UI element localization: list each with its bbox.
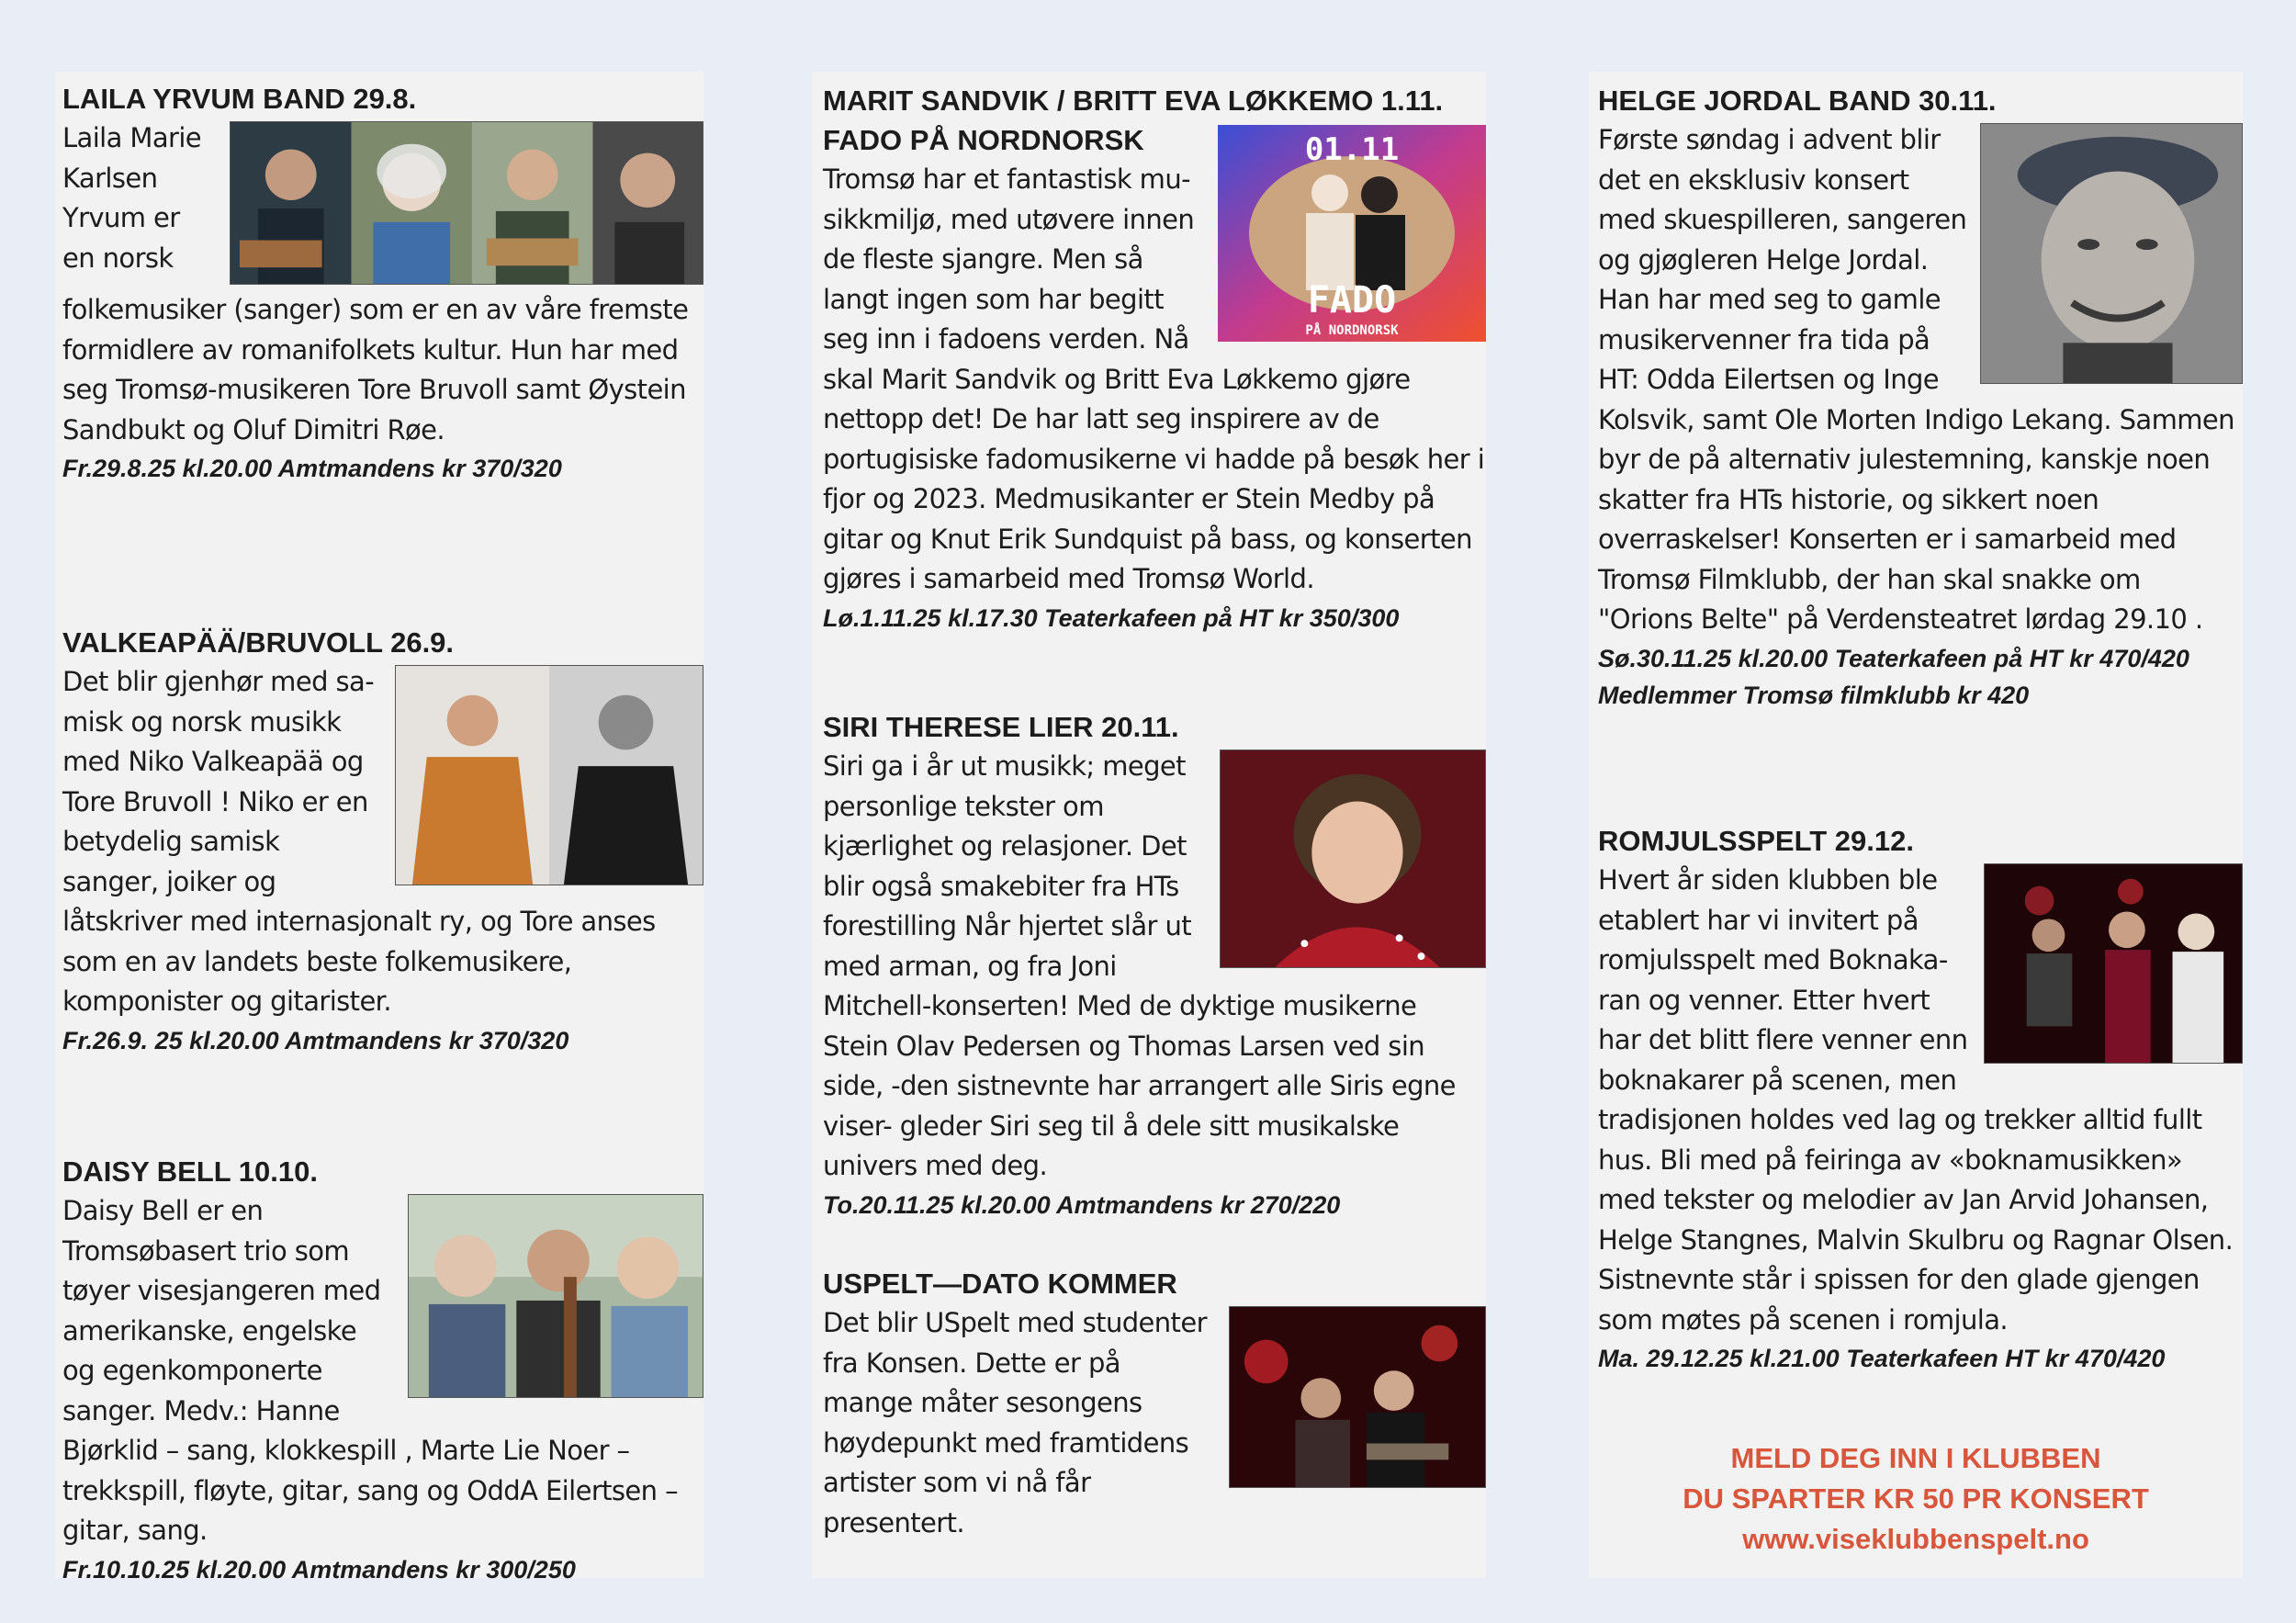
event-romjulsspelt: [1598, 821, 2243, 1377]
event-title: SIRI THERESE LIER 20.11.: [823, 711, 1179, 743]
event-info: To.20.11.25 kl.20.00 Amtmandens kr 270/220: [823, 1190, 1341, 1219]
event-description: Tromsø har et fantastisk musikkmiljø, med utøvere innen de fleste sjangre. Men så langt ingen som har begitt seg inn i fadoens verden. Nå skal Marit Sandvik og Britt Eva Løkkemo gjøre nettopp det! De har latt seg inspirere av de portugisiske fadomusikerne vi hadde på besøk her i fjor og 2023. Medmusikanter er Stein Medby på gitar og Knut Erik Sundquist på bass, og konserten gjøres i samarbeid med Tromsø World.: [823, 163, 1485, 594]
event-info: Fr.29.8.25 kl.20.00 Amtmandens kr 370/320: [62, 455, 562, 482]
four-musician-portraits: [230, 121, 703, 285]
event-title: LAILA YRVUM BAND 29.8.: [62, 83, 417, 115]
poster-date: 01.11: [1304, 131, 1400, 168]
promo-line-join: MELD DEG INN I KLUBBEN: [1730, 1442, 2101, 1474]
event-description: Første søndag i advent blir det en eksklusiv konsert med skuespilleren, sangeren og gjøgleren Helge Jordal. Han har med seg to gamle musikervenner fra tida på HT: Odda Eilertsen og Inge Kolsvik, samt Ole Morten Indigo Lekang. Sammen byr de på alternativ julestemning, kanskje noen skatter fra HTs historie, og sikkert noen overraskelser! Konserten er i samarbeid med Tromsø Filmklubb, der han skal snakke om "Orions Belte" på Verdensteatret lørdag 29.10 .: [1598, 124, 2234, 635]
event-info-members: Medlemmer Tromsø filmklubb kr 420: [1598, 681, 2030, 709]
event-laila-yrvum: [62, 79, 703, 487]
event-title: VALKEAPÄÄ/BRUVOLL 26.9.: [62, 626, 455, 659]
column-middle: [812, 72, 1486, 1578]
event-title: MARIT SANDVIK / BRITT EVA LØKKEMO 1.11.: [823, 85, 1444, 117]
event-marit-sandvik: [823, 81, 1486, 637]
event-info: Lø.1.11.25 kl.17.30 Teaterkafeen på HT kr 350/300: [823, 603, 1400, 632]
event-daisy-bell: [62, 1152, 703, 1588]
promo-website-link[interactable]: www.viseklubbenspelt.no: [1742, 1523, 2089, 1555]
singer-portrait: [1220, 750, 1486, 968]
event-uspelt: [823, 1264, 1486, 1543]
column-right: [1589, 72, 2243, 1578]
membership-promo: [1589, 1438, 2243, 1560]
event-siri-therese-lier: [823, 707, 1486, 1223]
poster-word: FADO: [1307, 279, 1397, 321]
event-description: Hvert år siden klubben ble etablert har vi invitert på romjulsspelt med Boknakaran og venner. Etter hvert har det blitt flere venner enn boknakarer på scenen, men tradisjonen holdes ved lag og trekker alltid fullt hus. Bli med på feiringa av «boknamusikken» med tekster og melodier av Jan Arvid Johansen, Helge Stangnes, Malvin Skulbru og Ragnar Olsen. Sistnevnte står i spissen for den glade gjengen som møtes på scenen i romjula.: [1598, 864, 2234, 1336]
event-info: Fr.10.10.25 kl.20.00 Amtmandens kr 300/250: [62, 1555, 576, 1584]
event-info: Sø.30.11.25 kl.20.00 Teaterkafeen på HT kr 470/420: [1598, 644, 2189, 672]
fado-poster: [1218, 125, 1486, 342]
stage-performers-photo: [1984, 863, 2243, 1064]
student-concert-photo: [1229, 1306, 1486, 1488]
event-subtitle: FADO PÅ NORDNORSK: [823, 124, 1144, 156]
event-info: Fr.26.9. 25 kl.20.00 Amtmandens kr 370/320: [62, 1026, 569, 1054]
event-title: USPELT—DATO KOMMER: [823, 1268, 1177, 1300]
event-helge-jordal: [1598, 81, 2243, 714]
poster-tag: PÅ NORDNORSK: [1305, 323, 1399, 338]
event-description: Laila Marie Karlsen Yrvum er en norsk folkemusiker (sanger) som er en av våre fremste formidlere av romanifolkets kultur. Hun har med seg Tromsø-musikeren Tore Bruvoll samt Øystein Sandbukt og Oluf Dimitri Røe.: [62, 122, 689, 445]
column-left: [55, 72, 703, 1584]
man-in-cap-portrait: [1980, 123, 2243, 384]
event-info: Ma. 29.12.25 kl.21.00 Teaterkafeen HT kr 470/420: [1598, 1345, 2166, 1372]
event-description: Det blir USpelt med studenter fra Konsen. Dette er på mange måter sesongens høydepunkt med framtidens artister som vi nå får presentert.: [823, 1307, 1207, 1538]
trio-group-photo: [408, 1194, 703, 1398]
event-description: Daisy Bell er en Tromsøbasert trio som tøyer visesjangeren med amerikanske, engelske og egenkomponerte sanger. Medv.: Hanne Bjørklid – sang, klokkespill , Marte Lie Noer – trekkspill, fløyte, gitar, sang og OddA Eilertsen – gitar, sang.: [62, 1195, 678, 1546]
promo-line-savings: DU SPARTER KR 50 PR KONSERT: [1683, 1482, 2149, 1515]
event-description: Siri ga i år ut musikk; meget personlige tekster om kjærlighet og relasjoner. Det blir også smakebiter fra HTs forestilling Når hjertet slår ut med arman, og fra Joni Mitchell-konserten! Med de dyktige musikerne Stein Olav Pedersen og Thomas Larsen ved sin side, -den sistnevnte har arrangert alle Siris egne viser- gleder Siri seg til å dele sitt musikalske univers med deg.: [823, 750, 1456, 1181]
event-title: HELGE JORDAL BAND 30.11.: [1598, 85, 1997, 117]
event-valkeapaa-bruvoll: [62, 623, 703, 1059]
event-description: Det blir gjenhør med samisk og norsk musikk med Niko Valkeapää og Tore Bruvoll ! Niko er en betydelig samisk sanger, joiker og låtskriver med internasjonalt ry, og Tore anses som en av landets beste folkemusikere, komponister og gitarister.: [62, 666, 656, 1017]
event-title: DAISY BELL 10.10.: [62, 1155, 318, 1188]
two-musician-portraits: [395, 665, 703, 885]
event-title: ROMJULSSPELT 29.12.: [1598, 825, 1914, 857]
